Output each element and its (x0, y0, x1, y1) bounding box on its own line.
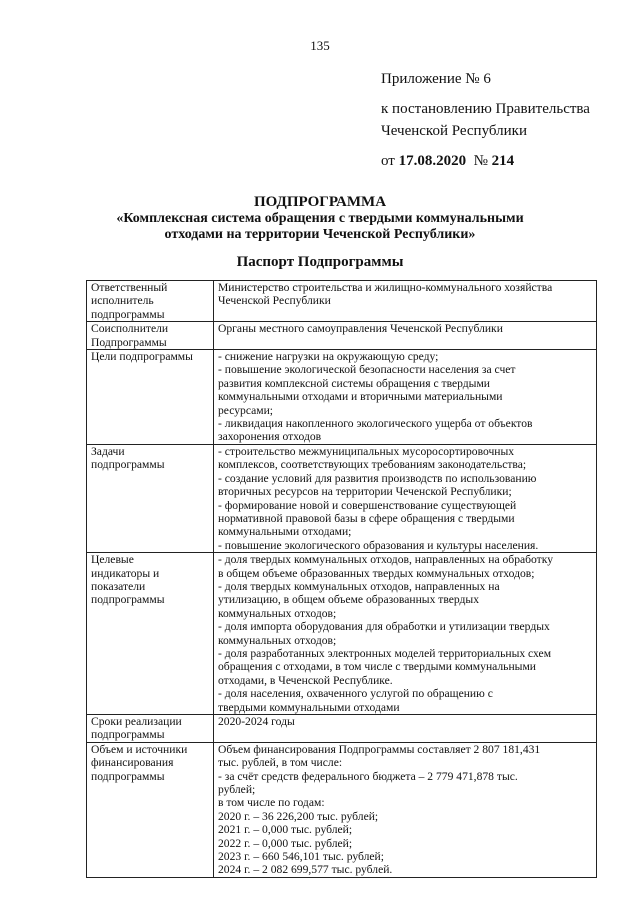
row-value-line: - доля импорта оборудования для обработки и утилизации твердых (218, 620, 550, 634)
row-value-line: - доля разработанных электронных моделей территориальных схем (218, 646, 552, 660)
row-label-cell (87, 742, 214, 877)
row-label-cell (87, 350, 214, 445)
row-label-line: Цели подпрограммы (91, 350, 193, 364)
row-value-line: - повышение экологической безопасности населения за счет (218, 363, 516, 377)
table-row (87, 444, 597, 552)
row-value-line: коммунальных отходов; (218, 633, 337, 647)
title-block (0, 193, 640, 271)
row-label-line: Соисполнители (91, 322, 169, 336)
appendix-title: Приложение № 6 (381, 71, 491, 87)
row-value-line: коммунальными отходами; (218, 525, 352, 539)
row-label-line: подпрограммы (91, 728, 165, 742)
table-row (87, 281, 597, 322)
row-value-cell (214, 350, 597, 445)
row-value-line: - доля населения, охваченного услугой по обращению с (218, 687, 493, 701)
number-sign: № (466, 153, 492, 169)
subprogram-name-line-1: «Комплексная система обращения с твердыми коммунальными (116, 211, 524, 226)
row-label-cell (87, 281, 214, 322)
row-label-line: подпрограммы (91, 307, 165, 321)
row-label-line: Задачи (91, 444, 125, 458)
appendix-government: Чеченской Республики (381, 123, 527, 139)
appendix-header (381, 68, 590, 172)
row-label-cell (87, 444, 214, 552)
row-value-line: в общем объеме образованных твердых коммунальных отходов; (218, 566, 535, 580)
row-value-line: в том числе по годам: (218, 796, 325, 810)
row-value-line: - доля твердых коммунальных отходов, направленных на (218, 579, 500, 593)
page-number: 135 (310, 38, 330, 53)
row-label-line: Сроки реализации (91, 715, 182, 728)
row-value-line: коммунальными отходами и вторичными материальными (218, 390, 503, 404)
table-row (87, 350, 597, 445)
date-prefix: от (381, 153, 399, 169)
row-value-line: Чеченской Республики (218, 294, 331, 308)
row-value-line: тыс. рублей, в том числе: (218, 756, 343, 770)
row-value-line: - ликвидация накопленного экологического ущерба от объектов (218, 417, 533, 431)
row-label-line: подпрограммы (91, 769, 165, 783)
row-label-cell (87, 715, 214, 743)
row-value-line: 2020 г. – 36 226,200 тыс. рублей; (218, 809, 379, 823)
decree-date: 17.08.2020 (398, 153, 467, 169)
table-row (87, 553, 597, 715)
row-value-line: обращения с отходами, в том числе с твердыми коммунальными (218, 660, 537, 674)
row-value-line: нормативной правовой базы в сфере обращения с твердыми (218, 511, 515, 525)
table-row (87, 322, 597, 350)
row-value-line: - повышение экологического образования и культуры населения. (218, 538, 539, 552)
row-label-cell (87, 553, 214, 715)
passport-table (86, 280, 597, 878)
row-value-line: развития комплексной системы обращения с твердыми (218, 376, 491, 390)
decree-number: 214 (491, 153, 515, 169)
row-label-line: Целевые (91, 553, 134, 567)
row-value-cell (214, 322, 597, 350)
row-value-line: - доля твердых коммунальных отходов, направленных на обработку (218, 553, 554, 567)
row-value-cell (214, 715, 597, 743)
row-value-line: отходами, в Чеченской Республике. (218, 673, 393, 687)
subprogram-heading: ПОДПРОГРАММА (253, 194, 387, 210)
row-value-line: - снижение нагрузки на окружающую среду; (218, 350, 439, 364)
row-label-line: показатели (91, 579, 146, 593)
row-value-line: 2020-2024 годы (218, 715, 295, 728)
row-label-cell (87, 322, 214, 350)
row-value-line: вторичных ресурсов на территории Чеченской Республики; (218, 485, 512, 499)
table-row (87, 742, 597, 877)
row-value-line: 2023 г. – 660 546,101 тыс. рублей; (218, 850, 384, 864)
row-value-line: Органы местного самоуправления Чеченской Республики (218, 322, 503, 336)
row-value-line: рублей; (218, 783, 256, 797)
subprogram-name-line-2: отходами на территории Чеченской Республики» (164, 227, 476, 242)
appendix-date-line (381, 150, 590, 172)
row-label-line: подпрограммы (91, 593, 165, 607)
row-value-line: ресурсами; (218, 403, 274, 417)
row-value-line: твердыми коммунальными отходами (218, 700, 400, 714)
row-label-line: финансирования (91, 756, 174, 770)
row-value-line: - строительство межмуниципальных мусоросортировочных (218, 444, 515, 458)
row-value-line: комплексов, соответствующих требованиям законодательства; (218, 458, 527, 472)
passport-heading: Паспорт Подпрограммы (236, 254, 404, 270)
row-value-cell (214, 742, 597, 877)
row-label-line: Ответственный (91, 281, 168, 294)
row-value-line: - формирование новой и совершенствование существующей (218, 498, 517, 512)
row-label-line: Объем и источники (91, 742, 188, 756)
row-value-line: захоронения отходов (218, 430, 322, 444)
row-value-cell (214, 553, 597, 715)
row-value-cell (214, 281, 597, 322)
row-label-line: исполнитель (91, 294, 154, 308)
row-value-line: 2024 г. – 2 082 699,577 тыс. рублей. (218, 863, 393, 877)
row-value-line: 2022 г. – 0,000 тыс. рублей; (218, 836, 353, 850)
row-value-line: утилизацию, в общем объеме образованных твердых (218, 593, 480, 607)
row-value-line: коммунальных отходов; (218, 606, 337, 620)
row-value-line: Объем финансирования Подпрограммы составляет 2 807 181,431 (218, 742, 541, 756)
table-row (87, 715, 597, 743)
row-value-cell (214, 444, 597, 552)
row-label-line: индикаторы и (91, 566, 160, 580)
row-label-line: подпрограммы (91, 458, 165, 472)
row-label-line: Подпрограммы (91, 335, 167, 349)
row-value-line: - создание условий для развития производств по использованию (218, 471, 537, 485)
row-value-line: Министерство строительства и жилищно-коммунального хозяйства (218, 281, 553, 294)
row-value-line: - за счёт средств федерального бюджета – 2 779 471,878 тыс. (218, 769, 518, 783)
row-value-line: 2021 г. – 0,000 тыс. рублей; (218, 823, 353, 837)
appendix-decree: к постановлению Правительства (381, 101, 590, 117)
